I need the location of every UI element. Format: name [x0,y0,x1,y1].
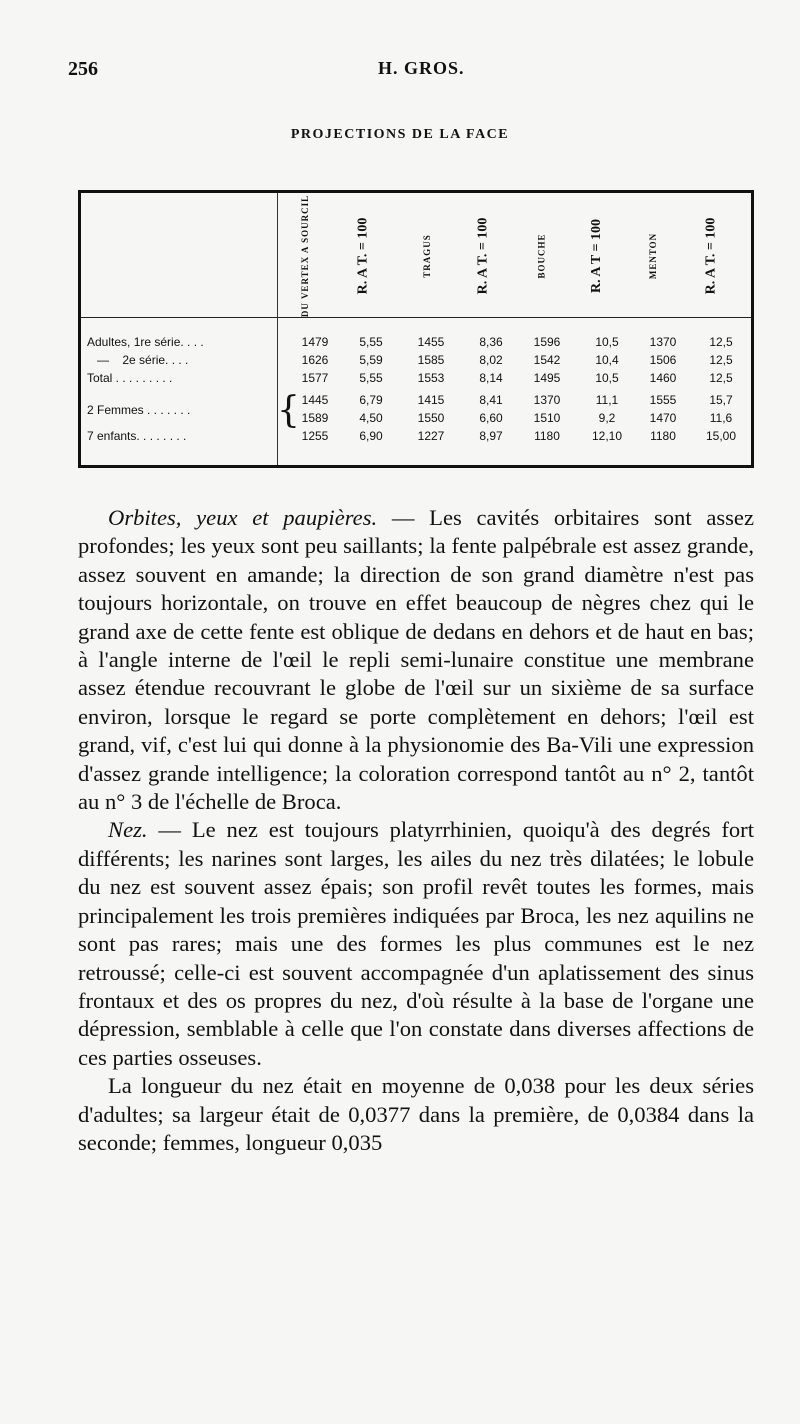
section-title: Nez. [108,817,148,843]
header-divider [81,317,751,318]
table-caption: PROJECTIONS DE LA FACE [290,127,510,142]
table-cell: 5,59 [359,353,383,367]
table-cell: 6,60 [479,411,503,425]
table-cell: 1370 [649,335,677,349]
paragraph-nez: Nez. — Le nez est toujours platyrrhinien, quoiqu'à des degrés fort différents; les narines sont larges, les ailes du nez très dilatées; le lobule du nez est souvent assez épais; son profil revêt toutes les formes, mais principalement les trois premières indiquées par Broca, les nez aquilins ne sont pas rares; mais une des formes les plus communes est le nez retroussé; celle-ci est souvent accompagnée d'un aplatissement des sinus frontaux et des os propres du nez, d'où résulte à la base de l'organe une dépression, semblable à celle que l'on constate dans diverses affections de ces parties osseuses. [78,817,754,1070]
column-header: R. A T. = 100 [355,217,371,295]
table-cell: 11,1 [595,393,619,407]
data-table [78,190,754,468]
table-cell: 1445 [301,393,329,407]
table-cell: 1180 [650,429,676,443]
table-cell: 8,02 [479,353,503,367]
table-cell: 1255 [301,429,329,443]
table-cell: 1577 [301,371,329,385]
table-cell: 10,5 [595,371,619,385]
table-cell: 8,97 [479,429,503,443]
paragraph-orbites: Orbites, yeux et paupières. — Les cavités orbitaires sont assez profondes; les yeux sont peu saillants; la fente palpébrale est assez grande, assez souvent en amande; la direction de son grand diamètre n'est pas toujours horizontale, on trouve en effet beaucoup de nègres chez qui le grand axe de cette fente est oblique de dedans en dehors et de haut en bas; à l'angle interne de l'œil le repli semi-lunaire constitue une membrane assez étendue recouvrant le globe de l'œil sur un sixième de sa surface environ, lorsque le regard se porte complètement en dehors; l'œil est grand, vif, c'est lui qui donne à la physionomie des Ba-Vili une expression d'assez grande intelligence; la coloration correspond tantôt au n° 2, tantôt au n° 3 de l'échelle de Broca. [78,505,754,815]
table-cell: 1589 [301,411,329,425]
table-cell: 5,55 [359,335,383,349]
table-cell: 1455 [417,335,445,349]
table-cell: 1415 [417,393,445,407]
table-cell: 11,6 [709,411,733,425]
table-cell: 1542 [533,353,561,367]
table-cell: 8,41 [479,393,503,407]
column-header: R. A T. = 100 [475,217,491,295]
table-cell: 1553 [417,371,445,385]
table-cell: 1479 [301,335,329,349]
row-label: Total . . . . . . . . . [87,371,173,385]
row-label: — 2e série. . . . [87,353,189,367]
table-cell: 1370 [533,393,561,407]
table-cell: 5,55 [359,371,383,385]
table-row [81,369,751,387]
table-cell: 6,90 [359,429,383,443]
table-cell: 1460 [649,371,677,385]
table-cell: 1550 [417,411,445,425]
table-cell: 15,00 [705,429,737,443]
group-label-row [81,401,751,419]
table-cell: 1626 [301,353,329,367]
brace: { [277,390,300,431]
section-title: Orbites, yeux et paupières. [108,505,378,530]
column-header: DU VERTEX A SOURCIL [300,194,311,318]
page-header [68,58,758,88]
table-cell: 1596 [533,335,561,349]
table-cell: 1227 [417,429,445,443]
table-cell: 12,5 [709,353,733,367]
running-head: H. GROS. [378,58,465,78]
table-cell: 12,5 [709,371,733,385]
table-cell: 1470 [649,411,677,425]
row-label: 2 Femmes . . . . . . . [87,403,191,417]
table-cell: 1555 [649,393,677,407]
table-cell: 4,50 [359,411,383,425]
body-text [78,504,754,1157]
table-cell: 10,4 [595,353,619,367]
paragraph-longueur: La longueur du nez était en moyenne de 0,038 pour les deux séries d'adultes; sa largeur était de 0,0377 dans la première, de 0,0384 dans la seconde; femmes, longueur 0,035 [78,1073,754,1155]
table-row [81,351,751,369]
table-cell: 8,36 [479,335,503,349]
row-label: Adultes, 1re série. . . . [87,335,204,349]
table-cell: 12,5 [709,335,733,349]
table-cell: 1585 [417,353,445,367]
table-cell: 6,79 [359,393,383,407]
table-cell: 9,2 [598,411,616,425]
table-row [81,333,751,351]
column-header: R. A T. = 100 [703,217,719,295]
table-cell: 1495 [533,371,561,385]
page-number: 256 [68,58,98,80]
table-cell: 15,7 [709,393,733,407]
row-label: 7 enfants. . . . . . . . [87,429,187,443]
table-cell: 1180 [534,429,560,443]
column-header: MENTON [648,232,658,280]
table-row [81,427,751,445]
table-cell: 1510 [533,411,561,425]
column-header: R. A T = 100 [589,219,604,293]
column-header: TRAGUS [422,234,433,278]
column-header: BOUCHE [536,233,547,279]
table-cell: 10,5 [595,335,619,349]
table-cell: 8,14 [479,371,503,385]
table-cell: 12,10 [591,429,623,443]
table-cell: 1506 [649,353,677,367]
